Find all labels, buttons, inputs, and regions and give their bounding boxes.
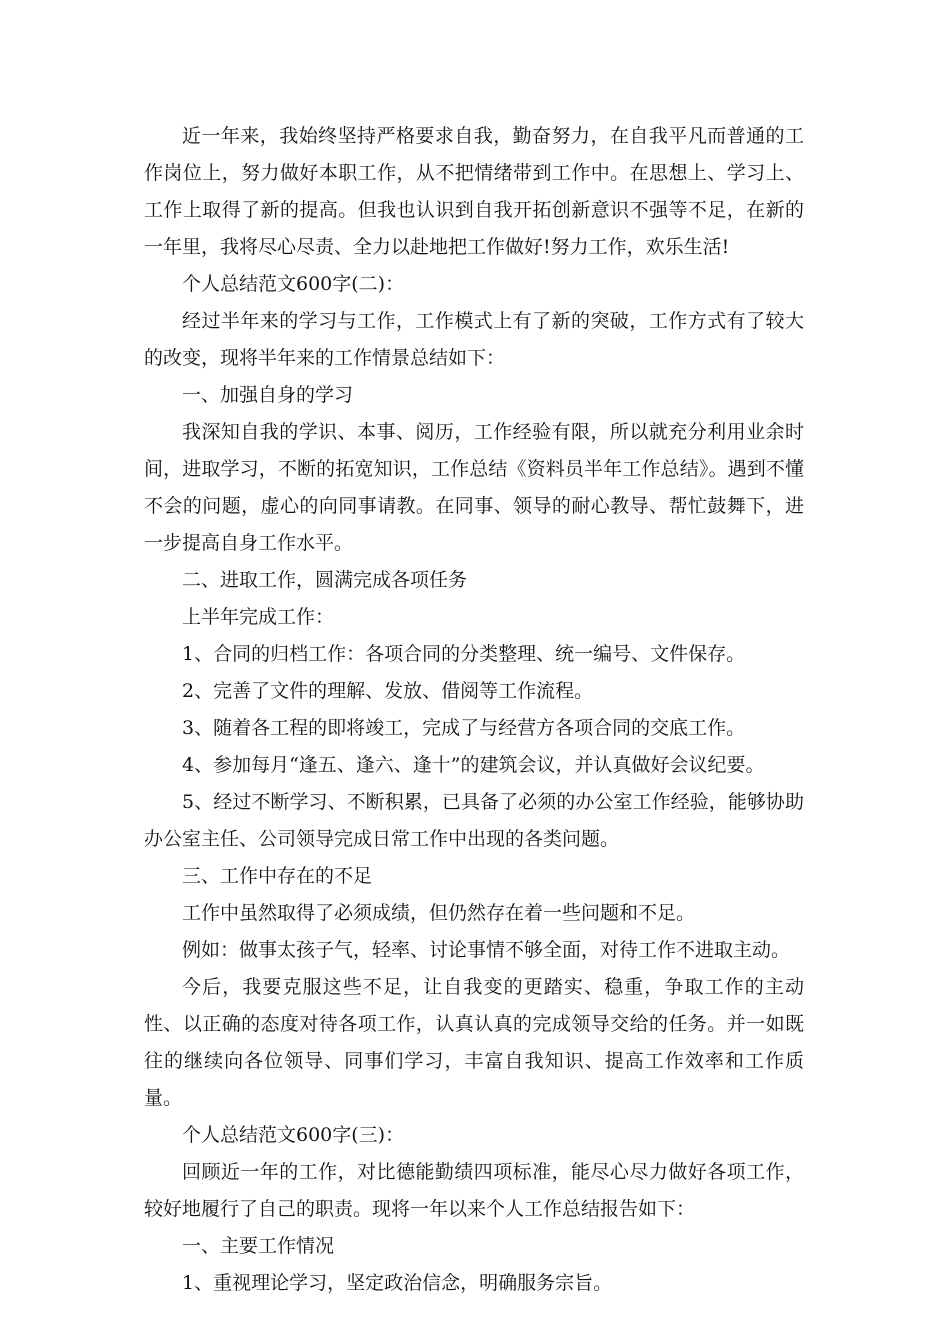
paragraph: 我深知自我的学识、本事、阅历，工作经验有限，所以就充分利用业余时间，进取学习，不断的拓宽知识，工作总结《资料员半年工作总结》。遇到不懂不会的问题，虚心的向同事请教。在同事、领导的耐心教导、帮忙鼓舞下，进一步提高自身工作水平。 bbox=[144, 421, 804, 554]
paragraph: 经过半年来的学习与工作，工作模式上有了新的突破，工作方式有了较大的改变，现将半年来的工作情景总结如下： bbox=[144, 310, 804, 369]
paragraph: 近一年来，我始终坚持严格要求自我，勤奋努力，在自我平凡而普通的工作岗位上，努力做好本职工作，从不把情绪带到工作中。在思想上、学习上、工作上取得了新的提高。但我也认识到自我开拓创新意识不强等不足，在新的一年里，我将尽心尽责、全力以赴地把工作做好!努力工作，欢乐生活! bbox=[144, 125, 804, 258]
paragraph: 例如：做事太孩子气，轻率、讨论事情不够全面，对待工作不进取主动。 bbox=[182, 939, 791, 961]
sub-heading: 一、主要工作情况 bbox=[182, 1235, 335, 1257]
list-item: 5、经过不断学习、不断积累，已具备了必须的办公室工作经验，能够协助办公室主任、公司领导完成日常工作中出现的各类问题。 bbox=[144, 791, 804, 850]
list-item: 4、参加每月“逢五、逢六、逢十”的建筑会议，并认真做好会议纪要。 bbox=[182, 754, 765, 776]
paragraph: 回顾近一年的工作，对比德能勤绩四项标准，能尽心尽力做好各项工作，较好地履行了自己的职责。现将一年以来个人工作总结报告如下： bbox=[144, 1161, 804, 1220]
list-item: 3、随着各工程的即将竣工，完成了与经营方各项合同的交底工作。 bbox=[182, 717, 746, 739]
sub-heading: 一、加强自身的学习 bbox=[182, 384, 354, 406]
document-body bbox=[144, 118, 804, 1302]
paragraph: 上半年完成工作： bbox=[182, 606, 335, 628]
paragraph: 工作中虽然取得了必须成绩，但仍然存在着一些问题和不足。 bbox=[182, 902, 696, 924]
list-item: 2、完善了文件的理解、发放、借阅等工作流程。 bbox=[182, 680, 594, 702]
sub-heading: 三、工作中存在的不足 bbox=[182, 865, 373, 887]
paragraph: 今后，我要克服这些不足，让自我变的更踏实、稳重，争取工作的主动性、以正确的态度对待各项工作，认真认真的完成领导交给的任务。并一如既往的继续向各位领导、同事们学习，丰富自我知识、提高工作效率和工作质量。 bbox=[144, 976, 804, 1109]
sub-heading: 二、进取工作，圆满完成各项任务 bbox=[182, 569, 468, 591]
list-item: 1、重视理论学习，坚定政治信念，明确服务宗旨。 bbox=[182, 1272, 613, 1294]
list-item: 1、合同的归档工作：各项合同的分类整理、统一编号、文件保存。 bbox=[182, 643, 746, 665]
section-heading: 个人总结范文600字(三)： bbox=[182, 1124, 405, 1146]
section-heading: 个人总结范文600字(二)： bbox=[182, 273, 405, 295]
